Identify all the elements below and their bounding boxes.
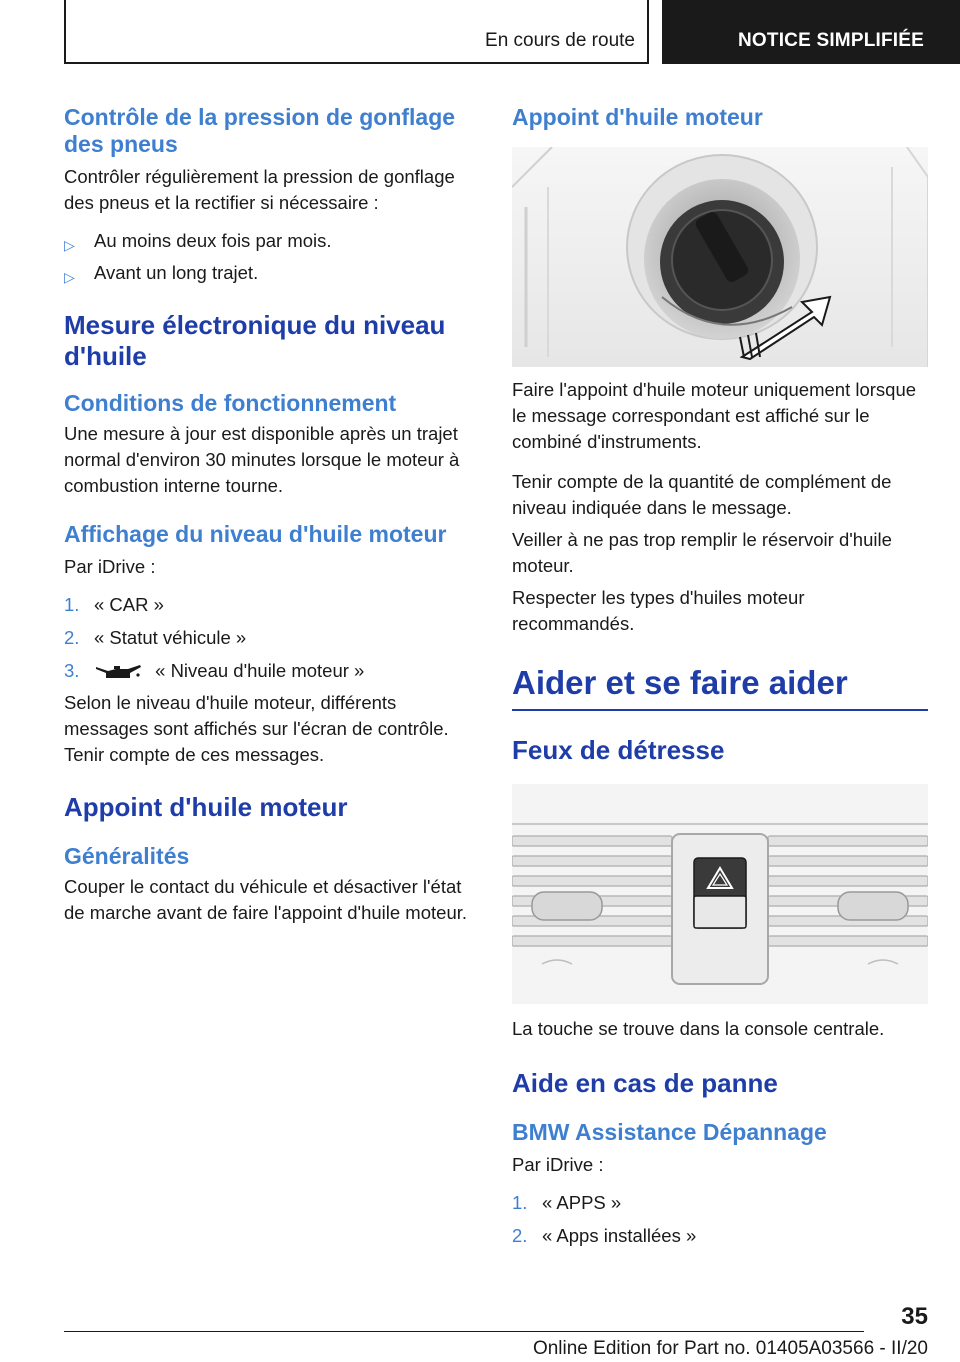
heading-oil-topup: Appoint d'huile moteur <box>64 792 348 822</box>
heading-general: Généralités <box>64 843 190 869</box>
right-column <box>512 96 928 1249</box>
footer-edition: Online Edition for Part no. 01405A03566 - II/20 <box>532 1338 928 1359</box>
step-text: « Apps installées » <box>542 1225 697 1246</box>
header-section-label: En cours de route <box>485 30 635 51</box>
heading-oil-topup-right: Appoint d'huile moteur <box>512 104 763 130</box>
paragraph-topup-quantity: Tenir compte de la quantité de complément de niveau indiquée dans le message. <box>512 471 892 518</box>
list-item <box>64 592 479 618</box>
left-column <box>64 96 479 926</box>
heading-operating-conditions: Conditions de fonctionnement <box>64 390 397 416</box>
list-item <box>64 658 479 684</box>
step-number: 1. <box>64 594 80 615</box>
step-number: 3. <box>64 660 80 681</box>
heading-tire-pressure: Contrôle de la pression de gonflage des pneus <box>64 104 456 157</box>
heading-oil-display: Affichage du niveau d'huile moteur <box>64 521 447 547</box>
list-item <box>64 625 479 651</box>
paragraph-operating-conditions: Une mesure à jour est disponible après un trajet normal d'environ 30 minutes lorsque le moteur à combustion interne tourne. <box>64 423 460 496</box>
list-item-text: Au moins deux fois par mois. <box>94 230 332 251</box>
heading-oil-measurement: Mesure électronique du niveau d'huile <box>64 310 446 371</box>
heading-hazard-lights: Feux de détresse <box>512 735 725 765</box>
paragraph-general: Couper le contact du véhicule et désactiver l'état de marche avant de faire l'appoint d'huile moteur. <box>64 876 468 923</box>
paragraph-hazard-location: La touche se trouve dans la console centrale. <box>512 1018 885 1039</box>
step-number: 2. <box>64 627 80 648</box>
paragraph-oil-types: Respecter les types d'huiles moteur recommandés. <box>512 587 805 634</box>
list-item <box>512 1190 928 1216</box>
oil-can-icon <box>94 662 144 682</box>
list-item <box>64 228 479 254</box>
heading-help: Aider et se faire aider <box>512 664 848 701</box>
step-number: 2. <box>512 1225 528 1246</box>
header-badge <box>662 0 960 64</box>
heading-bmw-assistance: BMW Assistance Dépannage <box>512 1119 827 1145</box>
list-item-text: Avant un long trajet. <box>94 262 259 283</box>
paragraph-idrive-right: Par iDrive : <box>512 1154 604 1175</box>
step-text: « Statut véhicule » <box>94 627 247 648</box>
section-divider <box>512 709 928 711</box>
paragraph-oil-messages: Selon le niveau d'huile moteur, différents messages sont affichés sur l'écran de contrôle. Tenir compte de ces messages. <box>64 692 449 765</box>
page-number: 35 <box>901 1303 928 1330</box>
footer-divider <box>64 1331 864 1332</box>
paragraph-idrive: Par iDrive : <box>64 556 156 577</box>
step-text: « CAR » <box>94 594 164 615</box>
paragraph-topup-condition: Faire l'appoint d'huile moteur uniquement lorsque le message correspondant est affiché sur le combiné d'instruments. <box>512 379 917 452</box>
list-item <box>64 260 479 286</box>
step-text: « Niveau d'huile moteur » <box>155 660 365 681</box>
header-section-tab <box>64 0 649 64</box>
step-number: 1. <box>512 1192 528 1213</box>
oil-filler-cap-illustration <box>512 147 928 367</box>
paragraph-no-overfill: Veiller à ne pas trop remplir le réservoir d'huile moteur. <box>512 529 892 576</box>
paragraph-tire-pressure: Contrôler régulièrement la pression de gonflage des pneus et la rectifier si nécessaire : <box>64 166 455 213</box>
triangle-bullet-icon: ▷ <box>64 269 75 285</box>
header-badge-label: NOTICE SIMPLIFIÉE <box>738 30 925 51</box>
list-item <box>512 1223 928 1249</box>
heading-breakdown: Aide en cas de panne <box>512 1068 778 1098</box>
hazard-button-illustration <box>512 784 928 1004</box>
triangle-bullet-icon: ▷ <box>64 237 75 253</box>
step-text: « APPS » <box>542 1192 622 1213</box>
